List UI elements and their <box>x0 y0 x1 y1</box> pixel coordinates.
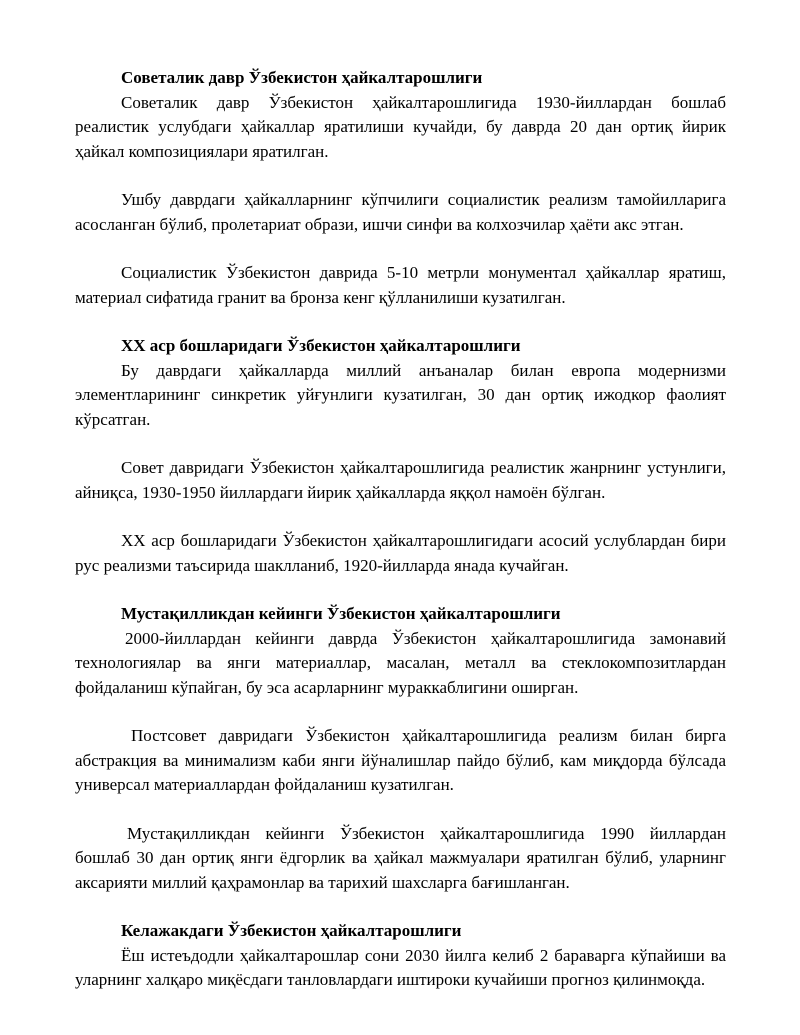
paragraph: Мустақилликдан кейинги Ўзбекистон ҳайкалтарошлигида 1990 йиллардан бошлаб 30 дан ортиқ янги ёдгорлик ва ҳайкал мажмуалари яратилган бўлиб, уларнинг аксарияти миллий қаҳрамонлар ва тарихий шахсларга бағишланган. <box>75 823 726 892</box>
paragraph: Советалик давр Ўзбекистон ҳайкалтарошлигида 1930-йиллардан бошлаб реалистик услубдаги ҳайкаллар яратилиши кучайди, бу даврда 20 дан ортиқ йирик ҳайкал композициялари яратилган. <box>75 92 726 161</box>
document-page <box>75 66 726 993</box>
paragraph: Бу даврдаги ҳайкалларда миллий анъаналар билан европа модернизми элементларининг синкретик уйғунлиги кузатилган, 30 дан ортиқ ижодкор фаолият кўрсатган. <box>75 360 726 429</box>
section-heading: XX аср бошларидаги Ўзбекистон ҳайкалтарошлиги <box>121 336 521 355</box>
paragraph: XX аср бошларидаги Ўзбекистон ҳайкалтарошлигидаги асосий услублардан бири рус реализми таъсирида шаклланиб, 1920-йилларда янада кучайган. <box>75 531 726 575</box>
paragraph: Ёш истеъдодли ҳайкалтарошлар сони 2030 йилга келиб 2 бараварга кўпайиши ва уларнинг халқаро миқёсдаги танловлардаги иштироки кучайиши прогноз қилинмоқда. <box>75 945 726 989</box>
section-heading: Советалик давр Ўзбекистон ҳайкалтарошлиги <box>121 68 483 87</box>
paragraph: Постсовет давридаги Ўзбекистон ҳайкалтарошлигида реализм билан бирга абстракция ва минимализм каби янги йўналишлар пайдо бўлиб, кам миқдорда бўлсада универсал материаллардан фойдаланиш кузатилган. <box>75 726 726 794</box>
section-heading: Мустақилликдан кейинги Ўзбекистон ҳайкалтарошлиги <box>121 604 561 623</box>
paragraph: Социалистик Ўзбекистон даврида 5-10 метрли монументал ҳайкаллар яратиш, материал сифатида гранит ва бронза кенг қўлланилиши кузатилган. <box>75 263 726 307</box>
paragraph: 2000-йиллардан кейинги даврда Ўзбекистон ҳайкалтарошлигида замонавий технологиялар ва янги материаллар, масалан, металл ва стеклокомпозитлардан фойдаланиш кўпайган, бу эса асарларнинг мураккаблигини оширган. <box>75 628 726 697</box>
section-heading: Келажакдаги Ўзбекистон ҳайкалтарошлиги <box>121 921 462 940</box>
paragraph: Совет давридаги Ўзбекистон ҳайкалтарошлигида реалистик жанрнинг устунлиги, айниқса, 1930-1950 йиллардаги йирик ҳайкалларда яққол намоён бўлган. <box>75 458 726 502</box>
paragraph: Ушбу даврдаги ҳайкалларнинг кўпчилиги социалистик реализм тамойилларига асосланган бўлиб, пролетариат образи, ишчи синфи ва колхозчилар ҳаёти акс этган. <box>75 190 726 234</box>
